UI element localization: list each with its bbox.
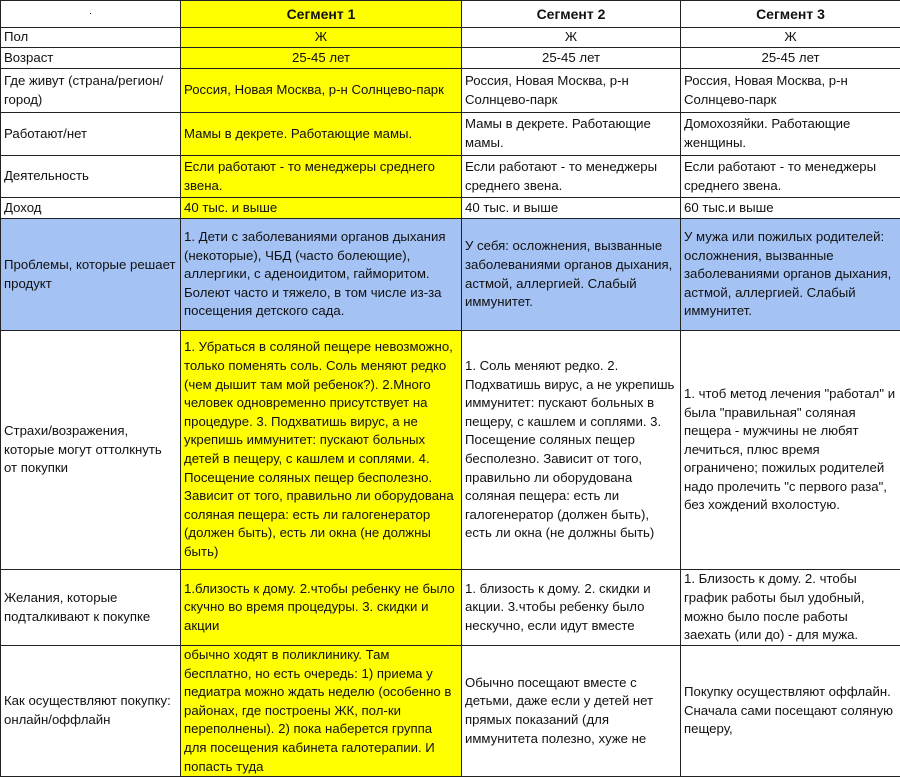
header-segment-3: Сегмент 3 — [681, 1, 900, 28]
header-segment-1: Сегмент 1 — [181, 1, 462, 28]
cell-segment-3: Ж — [681, 28, 900, 48]
row-label: Желания, которые подталкивают к покупке — [1, 570, 181, 646]
table-row — [1, 156, 900, 198]
cell-segment-2: 40 тыс. и выше — [462, 198, 681, 219]
row-label: Возраст — [1, 48, 181, 69]
table-row — [1, 113, 900, 156]
cell-segment-1: 1. Дети с заболеваниями органов дыхания (некоторые), ЧБД (часто болеющие), аллергики, с аденоидитом, гаймоpитом. Болеют часто и тяжело, в том числе из-за посещения детского сада. — [181, 219, 462, 331]
row-label: Проблемы, которые решает продукт — [1, 219, 181, 331]
cell-segment-2: 25-45 лет — [462, 48, 681, 69]
cell-segment-3: Если работают - то менеджеры среднего звена. — [681, 156, 900, 198]
row-label: Работают/нет — [1, 113, 181, 156]
row-label: Где живут (страна/регион/город) — [1, 69, 181, 113]
cell-segment-1: 1. Убраться в соляной пещере невозможно, только поменять соль. Соль меняют редко (чем дышит там мой ребенок?). 2.Много человек одновременно присутствует на процедуре. 3. Подхватишь вирус, а не укрепишь иммунитет: пускают больных детей в пещеру, с кашлем и соплями. 4. Посещение соляных пещер бесполезно. Зависит от того, правильно ли оборудована соляная пещера: есть ли галогенератор (должен быть), есть ли окна (не должны быть) — [181, 331, 462, 570]
cell-segment-3: Домохозяйки. Работающие женщины. — [681, 113, 900, 156]
cell-segment-2: Мамы в декрете. Работающие мамы. — [462, 113, 681, 156]
table-row — [1, 331, 900, 570]
row-label: Как осуществляют покупку: онлайн/оффлайн — [1, 646, 181, 777]
cell-segment-1: Ж — [181, 28, 462, 48]
cell-segment-3: Россия, Новая Москва, р-н Солнцево-парк — [681, 69, 900, 113]
cell-segment-3: У мужа или пожилых родителей: осложнения, вызванные заболеваниями органов дыхания, астмой, аллергией. Слабый иммунитет. — [681, 219, 900, 331]
cell-segment-2: У себя: осложнения, вызванные заболеваниями органов дыхания, астмой, аллергией. Слабый иммунитет. — [462, 219, 681, 331]
table-row — [1, 646, 900, 777]
cell-segment-3: Покупку осуществляют оффлайн. Сначала сами посещают соляную пещеру, — [681, 646, 900, 777]
table-header-row — [1, 1, 900, 28]
cell-segment-2: 1. Соль меняют редко. 2. Подхватишь вирус, а не укрепишь иммунитет: пускают больных в пещеру, с кашлем и соплями. 3. Посещение соляных пещер бесполезно. Зависит от того, правильно ли оборудована соляная пещера: есть ли галогенератор (должен быть), есть ли окна (не должны быть) — [462, 331, 681, 570]
cell-segment-1: обычно ходят в поликлинику. Там бесплатно, но есть очередь: 1) приема у педиатра можно ждать неделю (особенно в районах, где построены ЖК, пол-ки переполнены). 2) пока наберется группа для посещения кабинета галотерапии. И попасть туда — [181, 646, 462, 777]
row-label: Страхи/возражения, которые могут оттолкнуть от покупки — [1, 331, 181, 570]
cell-segment-1: 25-45 лет — [181, 48, 462, 69]
header-segment-2: Сегмент 2 — [462, 1, 681, 28]
cell-segment-3: 25-45 лет — [681, 48, 900, 69]
cell-segment-1: Россия, Новая Москва, р-н Солнцево-парк — [181, 69, 462, 113]
header-corner: · — [1, 1, 181, 28]
row-label: Доход — [1, 198, 181, 219]
cell-segment-1: Если работают - то менеджеры среднего звена. — [181, 156, 462, 198]
table-row — [1, 69, 900, 113]
cell-segment-1: 1.близость к дому. 2.чтобы ребенку не было скучно во время процедуры. 3. скидки и акции — [181, 570, 462, 646]
cell-segment-2: Ж — [462, 28, 681, 48]
table-row — [1, 570, 900, 646]
cell-segment-3: 60 тыс.и выше — [681, 198, 900, 219]
table-row — [1, 219, 900, 331]
table-row — [1, 28, 900, 48]
cell-segment-2: Обычно посещают вместе с детьми, даже если у детей нет прямых показаний (для иммунитета полезно, хуже не — [462, 646, 681, 777]
cell-segment-2: 1. близость к дому. 2. скидки и акции. 3.чтобы ребенку было нескучно, если идут вместе — [462, 570, 681, 646]
cell-segment-2: Россия, Новая Москва, р-н Солнцево-парк — [462, 69, 681, 113]
row-label: Пол — [1, 28, 181, 48]
cell-segment-2: Если работают - то менеджеры среднего звена. — [462, 156, 681, 198]
cell-segment-3: 1. чтоб метод лечения "работал" и была "правильная" соляная пещера - мужчины не любят лечиться, плюс время ограничено; пожилых родителей надо пролечить "с первого раза", без хождений вхолостую. — [681, 331, 900, 570]
row-label: Деятельность — [1, 156, 181, 198]
cell-segment-1: Мамы в декрете. Работающие мамы. — [181, 113, 462, 156]
table-row — [1, 198, 900, 219]
cell-segment-1: 40 тыс. и выше — [181, 198, 462, 219]
cell-segment-3: 1. Близость к дому. 2. чтобы график работы был удобный, можно было после работы заехать (или до) - для мужа. — [681, 570, 900, 646]
table-row — [1, 48, 900, 69]
